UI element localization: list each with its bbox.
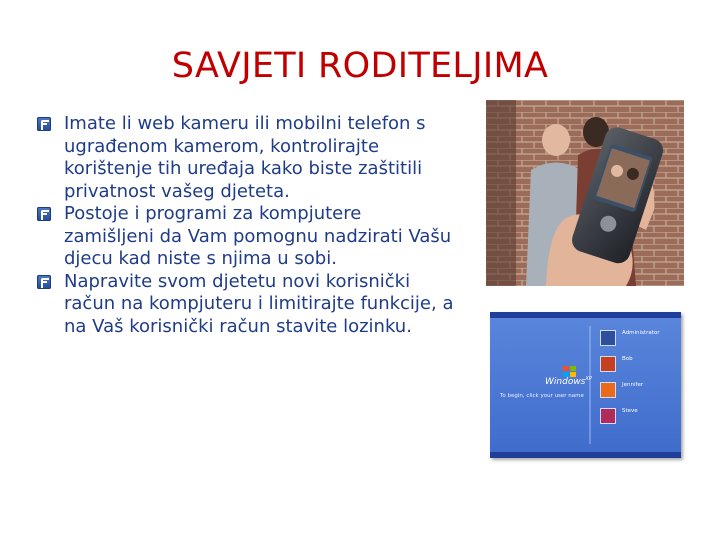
bullet-text: Imate li web kameru ili mobilni telefon s ugrađenom kamerom, kontrolirajte korištenje tih uređaja kako biste zaštitili privatnost vašeg djeteta. (64, 113, 426, 202)
bullet-square-icon (37, 117, 51, 131)
bullet-item (36, 203, 456, 271)
phone-camera-photo (486, 100, 684, 286)
windows-brand-text: Windows (545, 377, 586, 387)
bullet-text: Napravite svom djetetu novi korisnički račun na kompjuteru i limitirajte funkcije, a na Vaš korisnički račun stavite lozinku. (64, 270, 454, 337)
user-name: Administrator (622, 330, 660, 336)
bullet-item (36, 113, 456, 203)
user-name: Jennifer (622, 382, 644, 388)
bullet-square-icon (37, 207, 51, 221)
bullet-square-icon (37, 275, 51, 289)
login-prompt: To begin, click your user name (500, 393, 584, 399)
bullet-item (36, 271, 456, 339)
slide-title: SAVJETI RODITELJIMA (171, 46, 549, 86)
bullet-list (36, 113, 456, 338)
bullet-text: Postoje i programi za kompjutere zamišljeni da Vam pomognu nadzirati Vašu djecu kad niste s njima u sobi. (64, 203, 452, 269)
user-name: Steve (622, 408, 638, 414)
windows-login-screenshot (490, 312, 681, 458)
user-name: Bob (622, 356, 633, 362)
windows-brand (545, 376, 592, 387)
windows-edition: XP (585, 376, 592, 382)
